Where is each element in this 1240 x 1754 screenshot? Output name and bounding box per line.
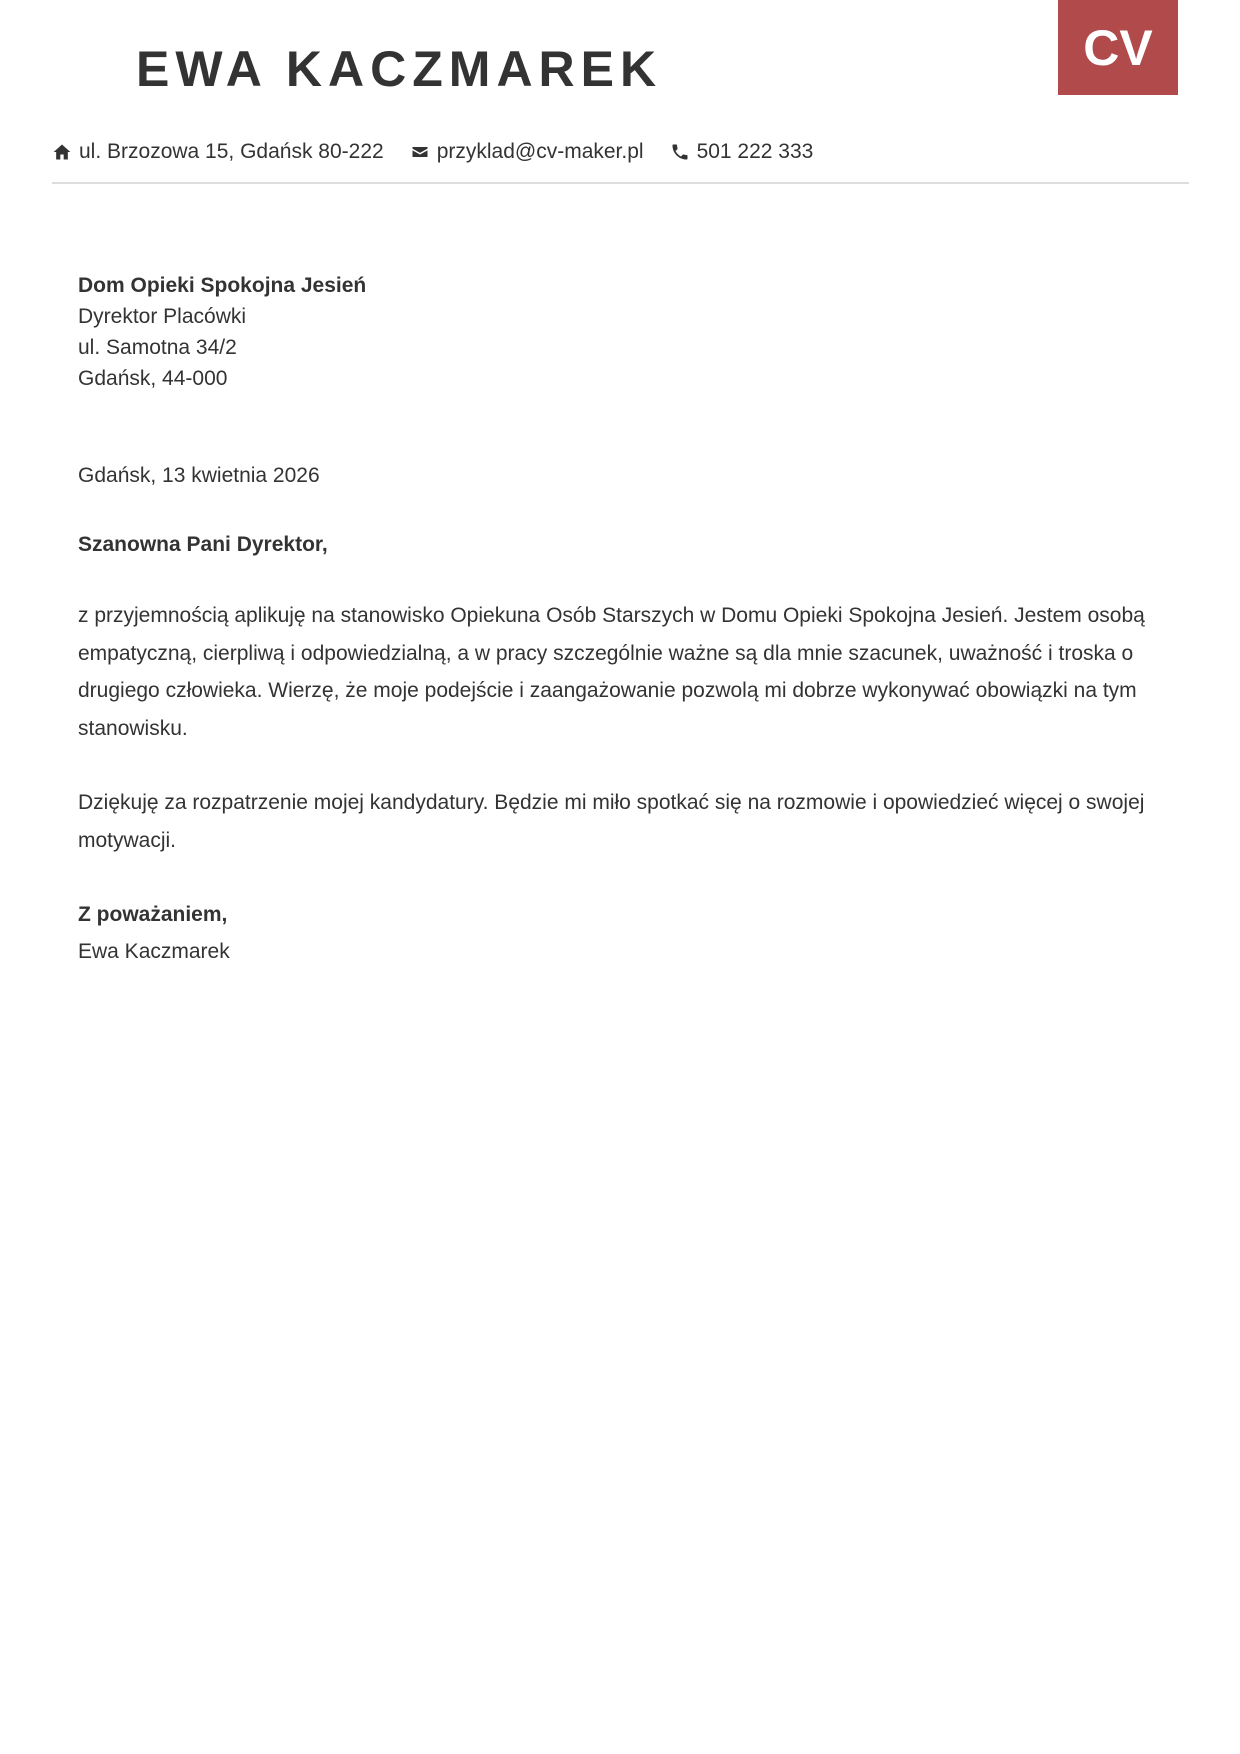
contact-email <box>410 140 644 164</box>
home-icon <box>52 142 72 162</box>
recipient-block <box>78 270 1148 394</box>
recipient-city: Gdańsk, 44-000 <box>78 367 228 390</box>
letter-date: Gdańsk, 13 kwietnia 2026 <box>78 464 320 487</box>
email-text[interactable]: przyklad@cv-maker.pl <box>436 140 644 163</box>
phone-text[interactable]: 501 222 333 <box>696 140 814 163</box>
contact-bar <box>52 140 839 164</box>
contact-phone <box>670 140 814 164</box>
header-divider <box>52 182 1189 184</box>
closing: Z poważaniem, <box>78 903 228 926</box>
letter-body <box>78 270 1148 970</box>
phone-icon <box>670 142 690 162</box>
salutation: Szanowna Pani Dyrektor, <box>78 533 328 556</box>
paragraph: Dziękuję za rozpatrzenie mojej kandydatury. Będzie mi miło spotkać się na rozmowie i opowiedzieć więcej o swojej motywacji. <box>78 791 1145 852</box>
envelope-icon <box>410 142 430 162</box>
recipient-street: ul. Samotna 34/2 <box>78 336 237 359</box>
recipient-organization: Dom Opieki Spokojna Jesień <box>78 274 367 297</box>
recipient-position: Dyrektor Placówki <box>78 305 247 328</box>
paragraph: z przyjemnością aplikuję na stanowisko Opiekuna Osób Starszych w Domu Opieki Spokojna Jesień. Jestem osobą empatyczną, cierpliwą i odpowiedzialną, a w pracy szczególnie ważne są dla mnie szacunek, uważność i troska o drugiego człowieka. Wierzę, że moje podejście i zaangażowanie pozwolą mi dobrze wykonywać obowiązki na tym stanowisku. <box>78 604 1145 740</box>
signature: Ewa Kaczmarek <box>78 940 230 963</box>
applicant-name: EWA KACZMAREK <box>136 41 663 97</box>
address-text: ul. Brzozowa 15, Gdańsk 80-222 <box>79 140 384 163</box>
cv-badge: CV <box>1058 0 1178 95</box>
contact-address <box>52 140 384 164</box>
